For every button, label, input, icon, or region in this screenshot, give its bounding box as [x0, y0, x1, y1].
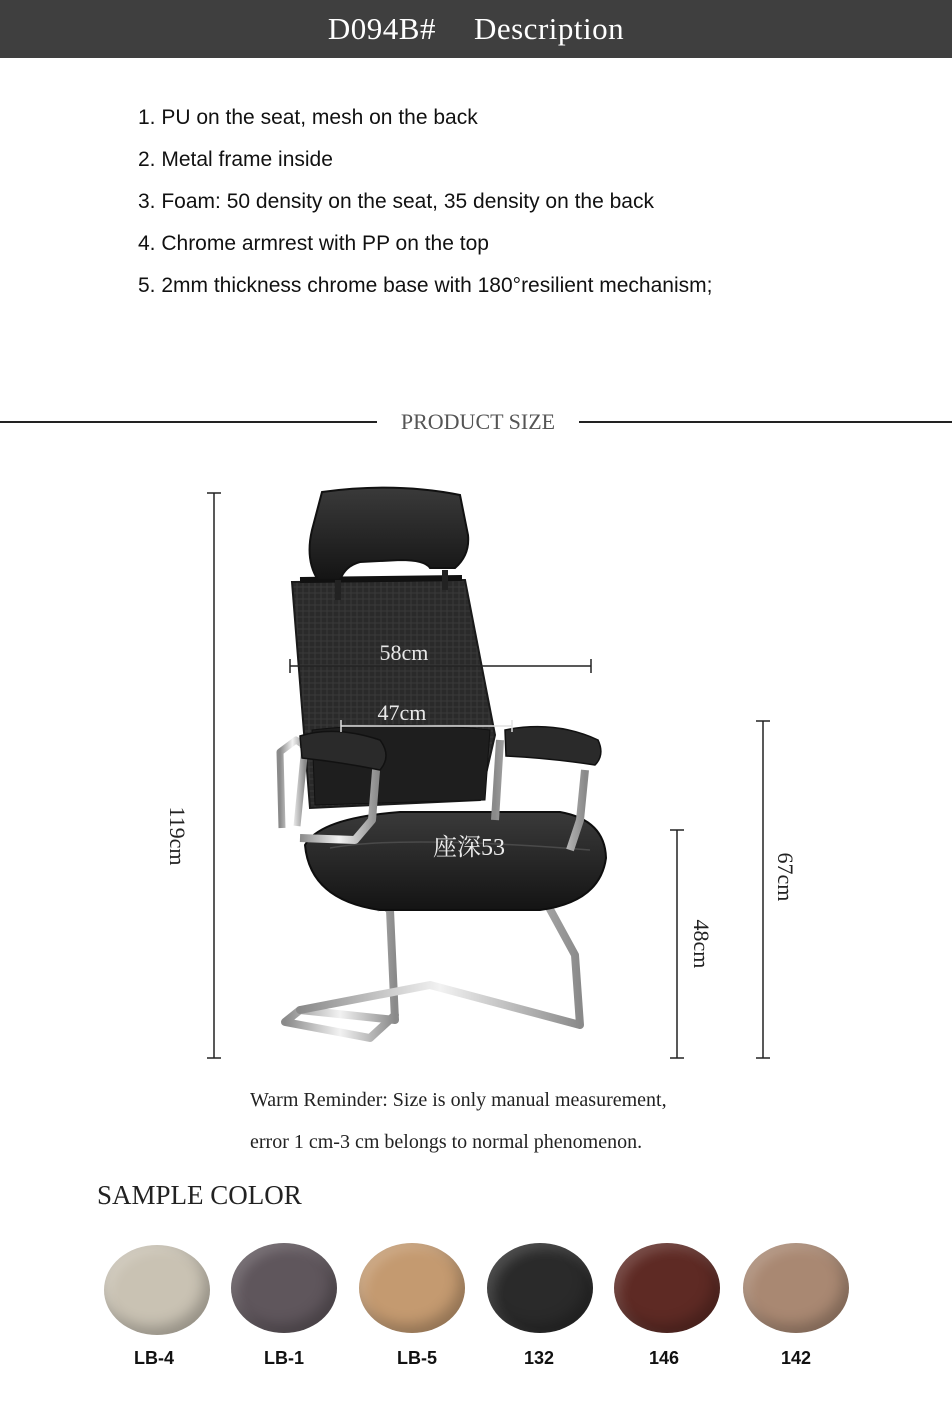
description-item: 2. Metal frame inside	[138, 148, 333, 171]
description-item: 3. Foam: 50 density on the seat, 35 density on the back	[138, 190, 654, 213]
label-arm-height: 67cm	[773, 852, 798, 902]
swatch-label: 146	[648, 1348, 680, 1368]
swatch-label: LB-1	[264, 1348, 304, 1368]
label-seat-height: 48cm	[689, 919, 714, 969]
dimension-seat-height	[670, 830, 684, 1058]
reminder-line-2: error 1 cm-3 cm belongs to normal phenomenon.	[250, 1131, 643, 1153]
dimension-arm-height	[756, 721, 770, 1058]
description-list	[138, 100, 898, 310]
description-item: 5. 2mm thickness chrome base with 180°resilient mechanism;	[138, 274, 713, 297]
swatch-label: 132	[523, 1348, 555, 1368]
header-bar	[0, 0, 952, 58]
swatch-142[interactable]	[743, 1243, 849, 1333]
swatch-lb-4[interactable]	[104, 1245, 210, 1335]
swatch-132[interactable]	[487, 1243, 593, 1333]
reminder-line-1: Warm Reminder: Size is only manual measurement,	[250, 1089, 667, 1111]
product-size-title: PRODUCT SIZE	[377, 407, 579, 437]
swatch-label: 142	[780, 1348, 812, 1368]
warm-reminder	[250, 1084, 870, 1168]
description-item: 1. PU on the seat, mesh on the back	[138, 106, 478, 129]
swatch-146[interactable]	[614, 1243, 720, 1333]
header-title: Description	[473, 11, 625, 46]
swatch-label: LB-5	[397, 1348, 437, 1368]
label-total-height: 119cm	[165, 806, 190, 866]
chair-illustration	[0, 440, 952, 1080]
swatch-lb-1[interactable]	[231, 1243, 337, 1333]
label-back-width: 58cm	[379, 640, 429, 665]
sample-color-title: SAMPLE COLOR	[97, 1180, 302, 1210]
label-seat-depth: 座深53	[433, 835, 505, 861]
dimension-total-height	[207, 493, 221, 1058]
model-code: D094B#	[327, 11, 436, 46]
chair-seat	[305, 812, 606, 910]
chair-dimension-figure	[0, 440, 952, 1080]
swatch-label: LB-4	[134, 1348, 174, 1368]
description-item: 4. Chrome armrest with PP on the top	[138, 232, 489, 255]
swatch-lb-5[interactable]	[359, 1243, 465, 1333]
label-seat-width: 47cm	[377, 700, 427, 725]
